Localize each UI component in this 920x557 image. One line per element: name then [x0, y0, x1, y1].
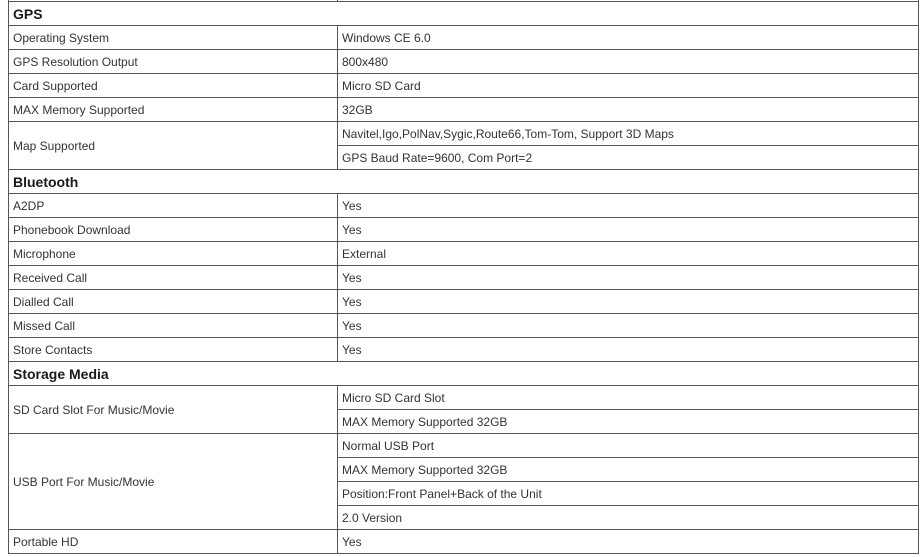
spec-value: GPS Baud Rate=9600, Com Port=2 — [338, 146, 919, 170]
spec-row — [9, 122, 919, 146]
spec-value: MAX Memory Supported 32GB — [338, 410, 919, 434]
spec-row — [9, 290, 919, 314]
spec-label: Map Supported — [9, 122, 338, 170]
spec-row — [9, 26, 919, 50]
spec-value: External — [338, 242, 919, 266]
spec-value: Yes — [338, 218, 919, 242]
spec-value: MAX Memory Supported 32GB — [338, 458, 919, 482]
spec-label: Portable HD — [9, 530, 338, 554]
spec-table — [8, 0, 919, 554]
spec-value: Position:Front Panel+Back of the Unit — [338, 482, 919, 506]
spec-table-body — [9, 0, 919, 554]
spec-value: Micro SD Card — [338, 74, 919, 98]
spec-row — [9, 98, 919, 122]
spec-row — [9, 50, 919, 74]
section-title: Bluetooth — [9, 170, 919, 194]
section-header-row — [9, 2, 919, 26]
section-title: GPS — [9, 2, 919, 26]
spec-value: 2.0 Version — [338, 506, 919, 530]
spec-label: Received Call — [9, 266, 338, 290]
spec-value: Windows CE 6.0 — [338, 26, 919, 50]
spec-label: GPS Resolution Output — [9, 50, 338, 74]
spec-label: MAX Memory Supported — [9, 98, 338, 122]
spec-row — [9, 386, 919, 410]
spec-row — [9, 74, 919, 98]
spec-value: Navitel,Igo,PolNav,Sygic,Route66,Tom-Tom, Support 3D Maps — [338, 122, 919, 146]
spec-label: Dialled Call — [9, 290, 338, 314]
spec-row — [9, 314, 919, 338]
spec-row — [9, 194, 919, 218]
section-title: Storage Media — [9, 362, 919, 386]
spec-label: Phonebook Download — [9, 218, 338, 242]
spec-label: Card Supported — [9, 74, 338, 98]
spec-value: Yes — [338, 314, 919, 338]
spec-label: Operating System — [9, 26, 338, 50]
spec-row — [9, 218, 919, 242]
spec-row — [9, 338, 919, 362]
section-header-row — [9, 170, 919, 194]
spec-value: Yes — [338, 290, 919, 314]
spec-value: Micro SD Card Slot — [338, 386, 919, 410]
spec-value: Yes — [338, 338, 919, 362]
spec-label: SD Card Slot For Music/Movie — [9, 386, 338, 434]
spec-row — [9, 530, 919, 554]
spec-value: Yes — [338, 266, 919, 290]
spec-row — [9, 266, 919, 290]
spec-row — [9, 434, 919, 458]
spec-row — [9, 242, 919, 266]
spec-label: Store Contacts — [9, 338, 338, 362]
spec-label: A2DP — [9, 194, 338, 218]
spec-label: Missed Call — [9, 314, 338, 338]
spec-value: Yes — [338, 530, 919, 554]
spec-value: 32GB — [338, 98, 919, 122]
spec-value: Normal USB Port — [338, 434, 919, 458]
spec-label: Microphone — [9, 242, 338, 266]
spec-value: Yes — [338, 194, 919, 218]
spec-table-container — [8, 0, 918, 554]
spec-label: USB Port For Music/Movie — [9, 434, 338, 530]
section-header-row — [9, 362, 919, 386]
spec-value: 800x480 — [338, 50, 919, 74]
